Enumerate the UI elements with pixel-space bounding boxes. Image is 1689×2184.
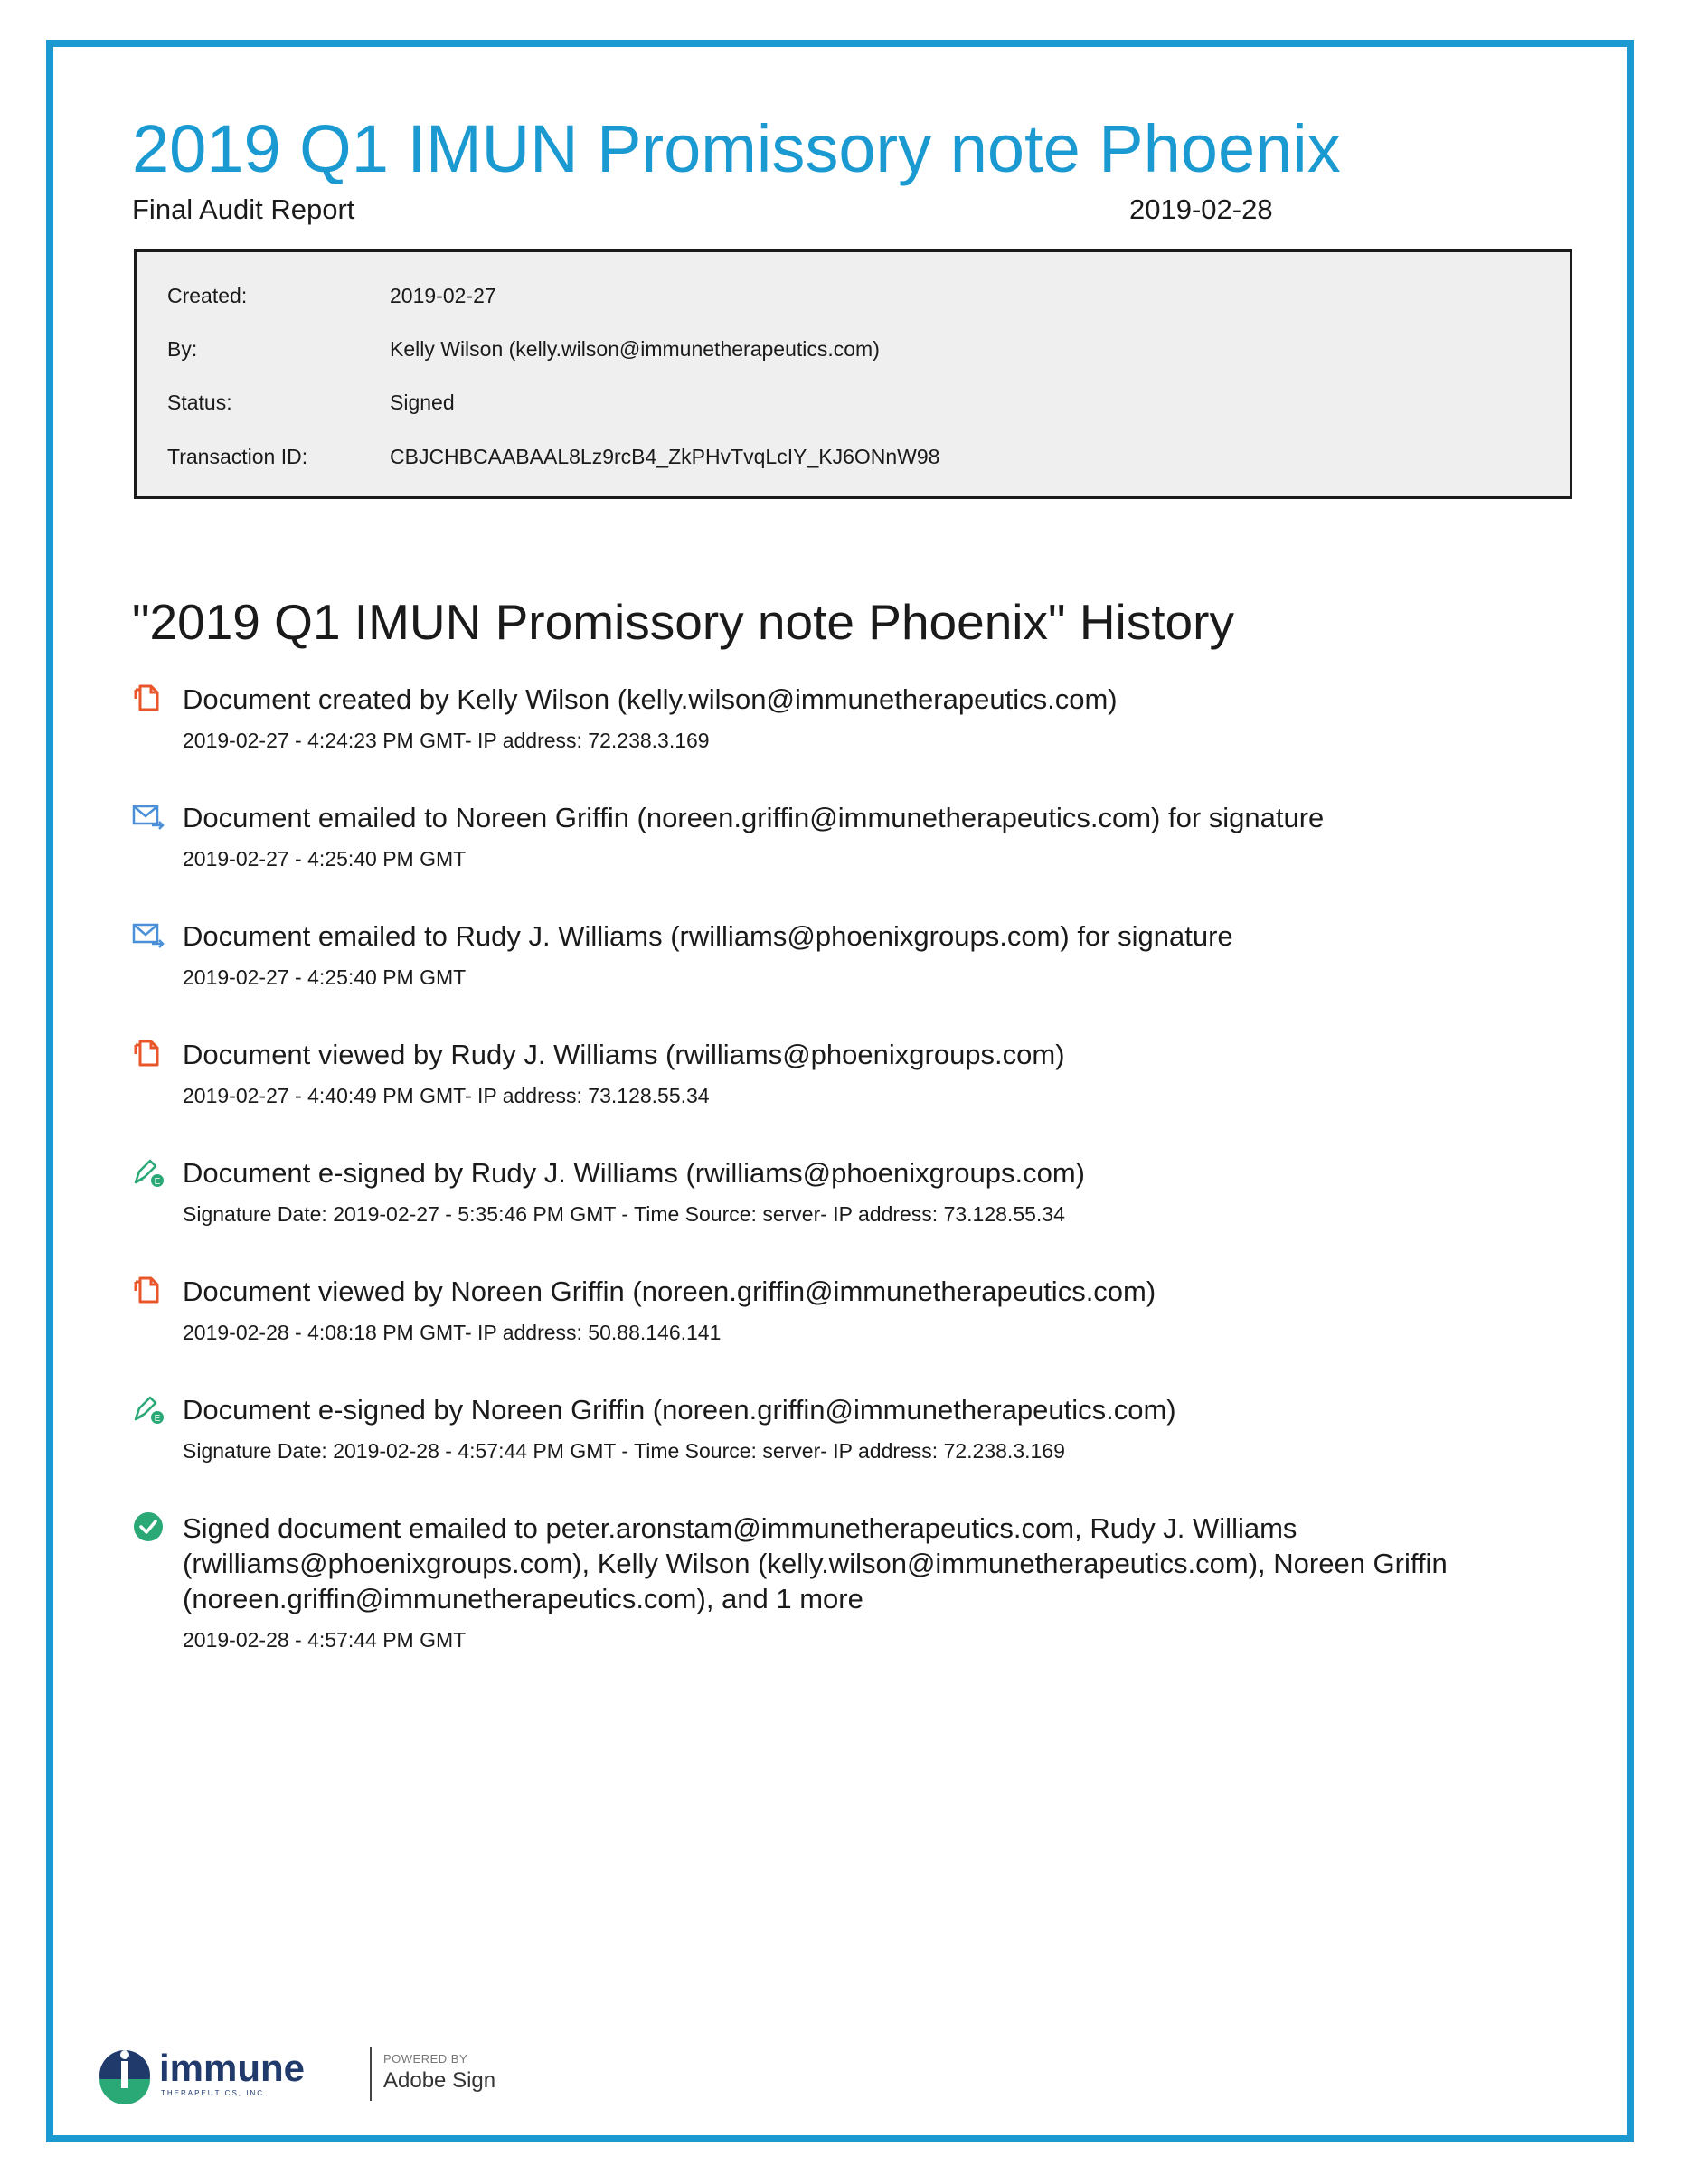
esign-icon — [132, 1155, 165, 1188]
event-text: Document viewed by Noreen Griffin (noreen.griffin@immunetherapeutics.com) — [183, 1276, 1156, 1307]
event-detail: Signature Date: 2019-02-28 - 4:57:44 PM GMT - Time Source: server- IP address: 72.238.3.169 — [183, 1439, 1065, 1463]
powered-by-label: POWERED BY — [383, 2052, 468, 2066]
transaction-label: Transaction ID: — [167, 445, 308, 468]
history-title: "2019 Q1 IMUN Promissory note Phoenix" History — [132, 594, 1234, 650]
event-detail: 2019-02-27 - 4:40:49 PM GMT- IP address: 73.128.55.34 — [183, 1084, 710, 1107]
email-icon — [132, 800, 165, 833]
email-icon — [132, 918, 165, 951]
created-value: 2019-02-27 — [390, 284, 496, 307]
adobe-sign-label: Adobe Sign — [383, 2068, 496, 2093]
report-subtitle: Final Audit Report — [132, 193, 355, 225]
document-icon — [132, 1274, 165, 1306]
event-detail: 2019-02-27 - 4:24:23 PM GMT- IP address: 72.238.3.169 — [183, 729, 710, 752]
report-title: 2019 Q1 IMUN Promissory note Phoenix — [132, 111, 1341, 186]
event-detail: Signature Date: 2019-02-27 - 5:35:46 PM GMT - Time Source: server- IP address: 73.128.55.34 — [183, 1202, 1065, 1226]
event-detail: 2019-02-28 - 4:57:44 PM GMT — [183, 1628, 467, 1652]
footer-divider — [370, 2047, 372, 2101]
event-text: Document created by Kelly Wilson (kelly.wilson@immunetherapeutics.com) — [183, 683, 1118, 715]
created-label: Created: — [167, 284, 248, 307]
event-text: Document emailed to Noreen Griffin (noreen.griffin@immunetherapeutics.com) for signature — [183, 802, 1325, 833]
logo-text: immune — [159, 2047, 306, 2089]
document-icon — [132, 1037, 165, 1069]
event-detail: 2019-02-27 - 4:25:40 PM GMT — [183, 847, 467, 871]
event-text: Document e-signed by Noreen Griffin (noreen.griffin@immunetherapeutics.com) — [183, 1394, 1176, 1426]
by-label: By: — [167, 337, 198, 361]
summary-box — [134, 249, 1572, 499]
event-text: Document emailed to Rudy J. Williams (rwilliams@phoenixgroups.com) for signature — [183, 920, 1233, 952]
status-value: Signed — [390, 391, 455, 414]
document-icon — [132, 682, 165, 714]
transaction-value: CBJCHBCAABAAL8Lz9rcB4_ZkPHvTvqLcIY_KJ6ONnW98 — [390, 445, 940, 468]
immune-logo — [98, 2039, 324, 2112]
event-text: Document viewed by Rudy J. Williams (rwilliams@phoenixgroups.com) — [183, 1039, 1065, 1070]
logo-subtext: THERAPEUTICS, INC. — [161, 2089, 269, 2097]
check-icon — [132, 1511, 165, 1543]
event-detail: 2019-02-27 - 4:25:40 PM GMT — [183, 965, 467, 989]
event-detail: 2019-02-28 - 4:08:18 PM GMT- IP address: 50.88.146.141 — [183, 1321, 722, 1344]
by-value: Kelly Wilson (kelly.wilson@immunetherapeutics.com) — [390, 337, 880, 361]
report-date: 2019-02-28 — [1129, 193, 1273, 225]
svg-text:E: E — [154, 1414, 161, 1424]
svg-text:E: E — [154, 1177, 161, 1187]
event-text: Document e-signed by Rudy J. Williams (rwilliams@phoenixgroups.com) — [183, 1157, 1085, 1189]
status-label: Status: — [167, 391, 232, 414]
event-text: Signed document emailed to peter.aronstam@immunetherapeutics.com, Rudy J. Williams (rwilliams@phoenixgroups.com), Kelly Wilson (kelly.wilson@immunetherapeutics.com), Noreen Griffin (noreen.griffin@immunetherapeutics.com), and 1 more — [183, 1512, 1448, 1614]
esign-icon — [132, 1392, 165, 1425]
